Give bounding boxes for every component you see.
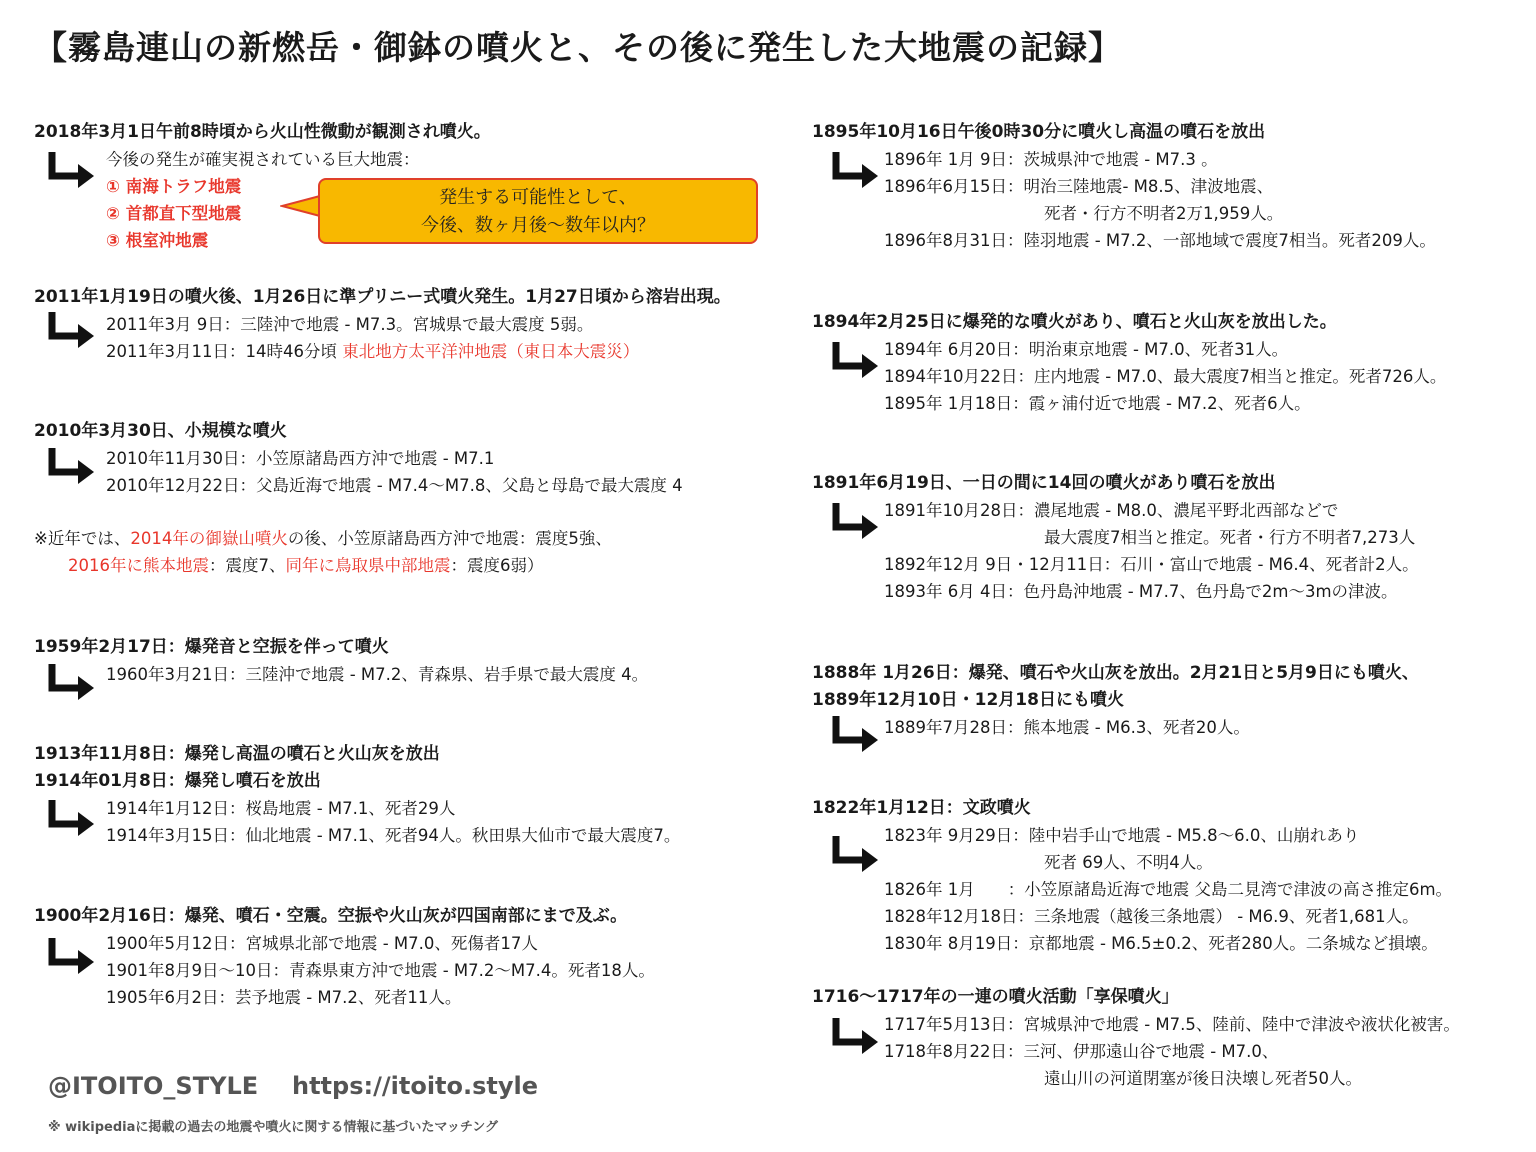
event-line: 1894年 6月20日：明治東京地震 - M7.0、死者31人。 (884, 340, 1289, 359)
arrow-icon (48, 800, 98, 836)
section-heading: 1900年2月16日：爆発、噴石・空震。空振や火山灰が四国南部にまで及ぶ。 (34, 906, 628, 926)
callout-line: 今後、数ヶ月後〜数年以内？ (421, 215, 655, 236)
event-line: 最大震度7相当と推定。死者・行方不明者7,273人 (1044, 528, 1416, 547)
section-1959 (34, 634, 648, 688)
section-1895 (812, 119, 1436, 254)
section-2011 (34, 284, 731, 365)
event-line: 1901年8月9日〜10日：青森県東方沖で地震 - M7.2〜M7.4。死者18人。 (106, 961, 655, 980)
section-1900 (34, 903, 655, 1011)
note-highlight: 2016年に熊本地震 (68, 556, 209, 575)
event-line: 1896年8月31日：陸羽地震 - M7.2、一部地域で震度7相当。死者209人。 (884, 231, 1436, 250)
page-title: 【霧島連山の新燃岳・御鉢の噴火と、その後に発生した大地震の記録】 (34, 28, 1122, 67)
arrow-icon (832, 503, 882, 539)
event-highlight: 東北地方太平洋沖地震（東日本大震災） (342, 342, 640, 361)
section-1891 (812, 470, 1419, 605)
event-line: 1896年6月15日：明治三陸地震- M8.5、津波地震、 (884, 177, 1274, 196)
quake-item: ② 首都直下型地震 (106, 204, 242, 223)
section-1913 (34, 741, 680, 849)
event-line: 1900年5月12日：宮城県北部で地震 - M7.0、死傷者17人 (106, 934, 538, 953)
footer-note: ※ wikipediaに掲載の過去の地震や噴火に関する情報に基づいたマッチング (48, 1120, 498, 1135)
footer-handle: @ITOITO_STYLE (48, 1072, 259, 1100)
arrow-icon (48, 448, 98, 484)
arrow-icon (832, 836, 882, 872)
section-heading: 1716〜1717年の一連の噴火活動「享保噴火」 (812, 987, 1179, 1007)
event-line: 1960年3月21日：三陸沖で地震 - M7.2、青森県、岩手県で最大震度 4。 (106, 665, 649, 684)
event-line: 1718年8月22日：三河、伊那遠山谷で地震 - M7.0、 (884, 1042, 1279, 1061)
note-line (34, 552, 612, 579)
arrow-icon (48, 938, 98, 974)
note-highlight: 同年に鳥取県中部地震 (285, 556, 451, 575)
note-text: ：震度6弱） (450, 556, 544, 575)
arrow-icon (48, 152, 98, 188)
event-line: 1830年 8月19日：京都地震 - M6.5±0.2、死者280人。二条城など損壊。 (884, 934, 1438, 953)
callout-bubble (318, 178, 758, 244)
event-line: 1823年 9月29日：陸中岩手山で地震 - M5.8〜6.0、山崩れあり (884, 826, 1360, 845)
arrow-icon (48, 312, 98, 348)
section-heading: 1914年01月8日：爆発し噴石を放出 (34, 771, 321, 791)
arrow-icon (832, 342, 882, 378)
section-heading: 2018年3月1日午前8時頃から火山性微動が観測され噴火。 (34, 122, 491, 142)
arrow-icon (832, 152, 882, 188)
note-highlight: 2014年の御嶽山噴火 (130, 529, 288, 548)
section-2010 (34, 418, 683, 499)
section-1716 (812, 984, 1460, 1092)
section-heading: 1894年2月25日に爆発的な噴火があり、噴石と火山灰を放出した。 (812, 312, 1337, 332)
event-line: 1893年 6月 4日：色丹島沖地震 - M7.7、色丹島で2m〜3mの津波。 (884, 582, 1398, 601)
section-heading: 2010年3月30日、小規模な噴火 (34, 421, 287, 441)
section-1888 (812, 660, 1419, 741)
section-heading: 1895年10月16日午後0時30分に噴火し高温の噴石を放出 (812, 122, 1266, 142)
event-line: 2010年11月30日：小笠原諸島西方沖で地震 - M7.1 (106, 449, 495, 468)
event-line: 2010年12月22日：父島近海で地震 - M7.4〜M7.8、父島と母島で最大震度 4 (106, 476, 683, 495)
footer-url[interactable]: https://itoito.style (292, 1072, 539, 1100)
event-line: 1891年10月28日：濃尾地震 - M8.0、濃尾平野北西部などで (884, 501, 1339, 520)
event-line: 1828年12月18日：三条地震（越後三条地震） - M6.9、死者1,681人。 (884, 907, 1419, 926)
section-heading: 1959年2月17日：爆発音と空振を伴って噴火 (34, 637, 389, 657)
section-heading: 2011年1月19日の噴火後、1月26日に準プリニー式噴火発生。1月27日頃から溶岩出現。 (34, 287, 731, 307)
arrow-icon (832, 716, 882, 752)
event-line: 遠山川の河道閉塞が後日決壊し死者50人。 (1044, 1069, 1362, 1088)
event-line: 1889年7月28日：熊本地震 - M6.3、死者20人。 (884, 718, 1250, 737)
section-1894 (812, 309, 1446, 417)
event-line: 1892年12月 9日・12月11日：石川・富山で地震 - M6.4、死者計2人。 (884, 555, 1419, 574)
arrow-icon (832, 1018, 882, 1054)
event-line (34, 338, 731, 365)
section-heading: 1891年6月19日、一日の間に14回の噴火があり噴石を放出 (812, 473, 1276, 493)
note-line (34, 525, 612, 552)
event-line: 1914年3月15日：仙北地震 - M7.1、死者94人。秋田県大仙市で最大震度7。 (106, 826, 681, 845)
event-line: 1905年6月2日：芸予地震 - M7.2、死者11人。 (106, 988, 462, 1007)
event-line: 1895年 1月18日：霞ヶ浦付近で地震 - M7.2、死者6人。 (884, 394, 1311, 413)
section-heading: 1822年1月12日：文政噴火 (812, 798, 1031, 818)
event-line: 1914年1月12日：桜島地震 - M7.1、死者29人 (106, 799, 456, 818)
recent-note (34, 525, 612, 579)
note-text: ※近年では、 (34, 529, 131, 548)
event-line: 1717年5月13日：宮城県沖で地震 - M7.5、陸前、陸中で津波や液状化被害。 (884, 1015, 1460, 1034)
section-heading: 1889年12月10日・12月18日にも噴火 (812, 690, 1124, 710)
event-line: 今後の発生が確実視されている巨大地震： (106, 150, 420, 169)
event-line: 2011年3月 9日：三陸沖で地震 - M7.3。宮城県で最大震度 5弱。 (106, 315, 594, 334)
callout-line: 発生する可能性として、 (439, 187, 637, 208)
section-heading: 1913年11月8日：爆発し高温の噴石と火山灰を放出 (34, 744, 440, 764)
note-text: の後、小笠原諸島西方沖で地震：震度5強、 (287, 529, 612, 548)
section-1822 (812, 795, 1452, 957)
event-text: 2011年3月11日：14時46分頃 (106, 342, 343, 361)
event-line: 死者・行方不明者2万1,959人。 (1044, 204, 1284, 223)
note-text: ：震度7、 (209, 556, 286, 575)
callout-tail (280, 194, 322, 222)
event-line: 死者 69人、不明4人。 (1044, 853, 1213, 872)
event-line: 1894年10月22日：庄内地震 - M7.0、最大震度7相当と推定。死者726人。 (884, 367, 1447, 386)
event-line: 1826年 1月 ：小笠原諸島近海で地震 父島二見湾で津波の高さ推定6m。 (884, 880, 1453, 899)
event-line: 1896年 1月 9日：茨城県沖で地震 - M7.3 。 (884, 150, 1218, 169)
quake-item: ③ 根室沖地震 (106, 231, 209, 250)
quake-item: ① 南海トラフ地震 (106, 177, 242, 196)
section-heading: 1888年 1月26日：爆発、噴石や火山灰を放出。2月21日と5月9日にも噴火、 (812, 663, 1419, 683)
arrow-icon (48, 664, 98, 700)
